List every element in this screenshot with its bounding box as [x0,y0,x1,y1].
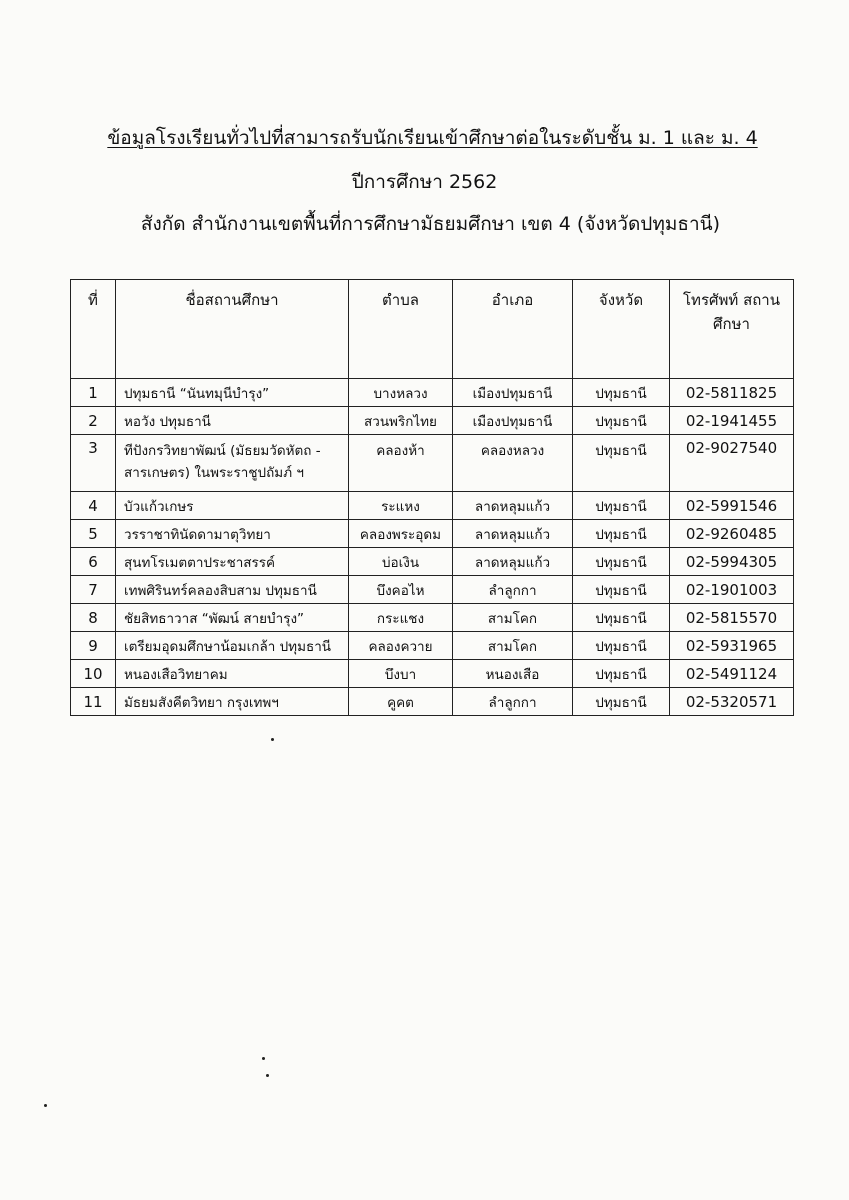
cell-no: 9 [71,632,116,660]
cell-tambon: บางหลวง [349,379,453,407]
cell-no: 1 [71,379,116,407]
scan-speck [266,1074,269,1077]
cell-amphoe: เมืองปทุมธานี [453,379,573,407]
cell-school-name: สุนทโรเมตตาประชาสรรค์ [116,548,349,576]
cell-amphoe: คลองหลวง [453,435,573,492]
cell-no: 8 [71,604,116,632]
cell-telephone: 02-5815570 [670,604,794,632]
document-title: ข้อมูลโรงเรียนทั่วไปที่สามารถรับนักเรียนเข้าศึกษาต่อในระดับชั้น ม. 1 และ ม. 4 [107,127,758,149]
header-telephone: โทรศัพท์ สถานศึกษา [670,280,794,379]
table-row [71,435,794,492]
table-row [71,632,794,660]
cell-amphoe: สามโคก [453,632,573,660]
cell-telephone: 02-5991546 [670,492,794,520]
cell-telephone: 02-5994305 [670,548,794,576]
cell-province: ปทุมธานี [573,548,670,576]
cell-school-name: หอวัง ปทุมธานี [116,407,349,435]
scan-speck [262,1057,265,1060]
cell-school-name: ปทุมธานี “นันทมุนีบำรุง” [116,379,349,407]
cell-tambon: คูคต [349,688,453,716]
table-row [71,576,794,604]
cell-no: 6 [71,548,116,576]
table-row [71,548,794,576]
table-header-row [71,280,794,379]
table-row [71,604,794,632]
cell-no: 10 [71,660,116,688]
header-amphoe: อำเภอ [453,280,573,379]
header-no: ที่ [71,280,116,379]
table-row [71,660,794,688]
table-row [71,492,794,520]
cell-telephone: 02-1941455 [670,407,794,435]
cell-tambon: ระแหง [349,492,453,520]
cell-tambon: บึงคอไห [349,576,453,604]
cell-telephone: 02-5491124 [670,660,794,688]
header-tambon: ตำบล [349,280,453,379]
header-province: จังหวัด [573,280,670,379]
cell-school-name: วรราชาทินัดดามาตุวิทยา [116,520,349,548]
cell-tambon: คลองห้า [349,435,453,492]
cell-telephone: 02-5320571 [670,688,794,716]
cell-tambon: คลองควาย [349,632,453,660]
table-body [71,379,794,716]
scan-speck [44,1104,47,1107]
cell-tambon: บ่อเงิน [349,548,453,576]
cell-province: ปทุมธานี [573,632,670,660]
table-row [71,379,794,407]
cell-province: ปทุมธานี [573,492,670,520]
affiliation: สังกัด สำนักงานเขตพื้นที่การศึกษามัธยมศึกษา เขต 4 (จังหวัดปทุมธานี) [140,213,721,235]
cell-school-name: เทพศิรินทร์คลองสิบสาม ปทุมธานี [116,576,349,604]
cell-province: ปทุมธานี [573,604,670,632]
cell-province: ปทุมธานี [573,407,670,435]
table-row [71,407,794,435]
cell-tambon: คลองพระอุดม [349,520,453,548]
cell-school-name: มัธยมสังคีตวิทยา กรุงเทพฯ [116,688,349,716]
cell-amphoe: หนองเสือ [453,660,573,688]
cell-province: ปทุมธานี [573,688,670,716]
cell-no: 11 [71,688,116,716]
cell-telephone: 02-1901003 [670,576,794,604]
cell-province: ปทุมธานี [573,660,670,688]
cell-school-name: ทีปังกรวิทยาพัฒน์ (มัธยมวัดหัตถ - สารเกษตร) ในพระราชูปถัมภ์ ฯ [116,435,349,492]
cell-school-name: บัวแก้วเกษร [116,492,349,520]
cell-province: ปทุมธานี [573,576,670,604]
cell-telephone: 02-5811825 [670,379,794,407]
cell-school-name: หนองเสือวิทยาคม [116,660,349,688]
cell-tambon: สวนพริกไทย [349,407,453,435]
cell-amphoe: ลาดหลุมแก้ว [453,492,573,520]
cell-tambon: กระแชง [349,604,453,632]
cell-tambon: บึงบา [349,660,453,688]
cell-no: 7 [71,576,116,604]
cell-no: 3 [71,435,116,492]
cell-amphoe: ลำลูกกา [453,576,573,604]
cell-telephone: 02-5931965 [670,632,794,660]
cell-province: ปทุมธานี [573,379,670,407]
school-table [70,279,794,716]
cell-school-name: เตรียมอุดมศึกษาน้อมเกล้า ปทุมธานี [116,632,349,660]
cell-school-name: ชัยสิทธาวาส “พัฒน์ สายบำรุง” [116,604,349,632]
scan-speck [271,738,274,741]
header-school-name: ชื่อสถานศึกษา [116,280,349,379]
cell-telephone: 02-9027540 [670,435,794,492]
table-row [71,688,794,716]
cell-no: 2 [71,407,116,435]
cell-no: 4 [71,492,116,520]
cell-no: 5 [71,520,116,548]
academic-year: ปีการศึกษา 2562 [351,171,498,193]
cell-province: ปทุมธานี [573,520,670,548]
cell-amphoe: ลำลูกกา [453,688,573,716]
cell-amphoe: สามโคก [453,604,573,632]
cell-telephone: 02-9260485 [670,520,794,548]
table-row [71,520,794,548]
cell-amphoe: ลาดหลุมแก้ว [453,548,573,576]
cell-province: ปทุมธานี [573,435,670,492]
cell-amphoe: ลาดหลุมแก้ว [453,520,573,548]
cell-amphoe: เมืองปทุมธานี [453,407,573,435]
